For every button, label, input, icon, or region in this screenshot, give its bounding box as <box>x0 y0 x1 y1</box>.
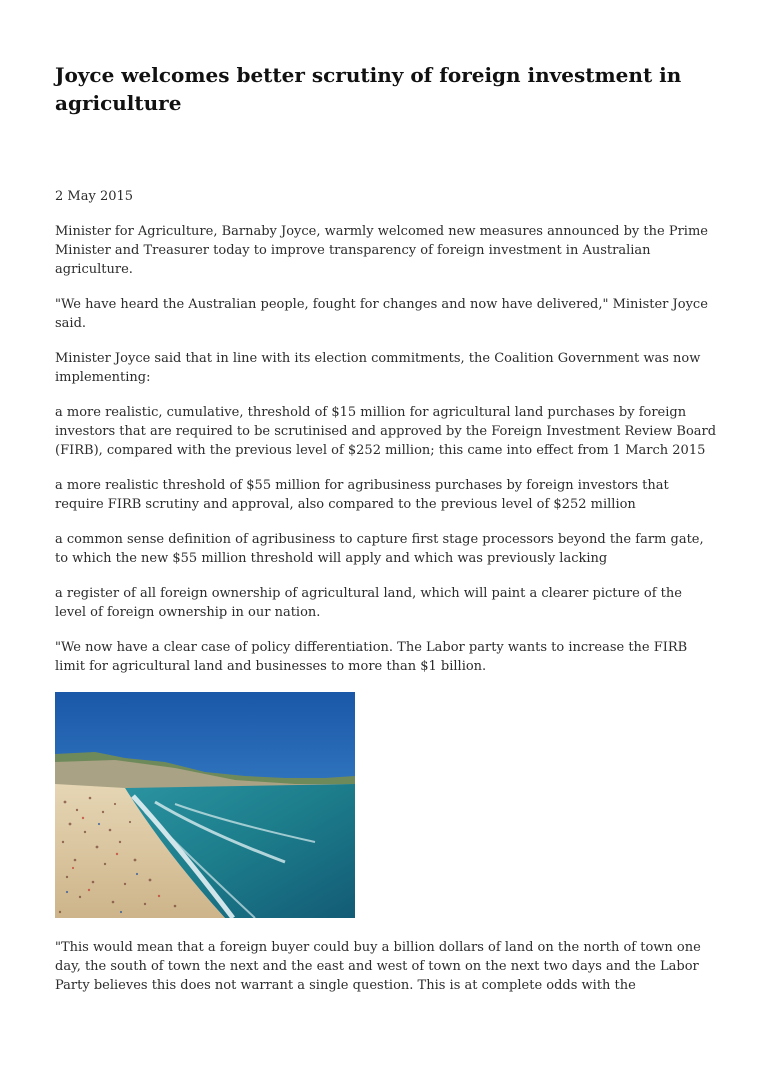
article-date: 2 May 2015 <box>55 189 134 204</box>
body-paragraph: a more realistic threshold of $55 million for agribusiness purchases by foreign investors that require FIRB scrutiny and approval, also compared to the previous level of $252 million <box>55 478 669 512</box>
body-paragraph: a more realistic, cumulative, threshold of $15 million for agricultural land purchases by foreign investors that are required to be scrutinised and approved by the Foreign Investment Review Board (FIRB), compared with the previous level of $252 million; this came into effect from 1 March 2015 <box>55 405 717 458</box>
body-paragraph: "We have heard the Australian people, fought for changes and now have delivered," Minister Joyce said. <box>55 297 708 331</box>
body-paragraph: Minister Joyce said that in line with its election commitments, the Coalition Government was now implementing: <box>55 351 701 385</box>
body-paragraph: "This would mean that a foreign buyer could buy a billion dollars of land on the north of town one day, the south of town the next and the east and west of town on the next two days and the Labor Party believes this does not warrant a single question. This is at complete odds with the <box>55 940 701 993</box>
body-paragraph: a register of all foreign ownership of agricultural land, which will paint a clearer picture of the level of foreign ownership in our nation. <box>55 586 682 620</box>
body-paragraph: a common sense definition of agribusiness to capture first stage processors beyond the farm gate, to which the new $55 million threshold will apply and which was previously lacking <box>55 532 704 566</box>
beach-photo <box>55 692 355 918</box>
body-paragraph: Minister for Agriculture, Barnaby Joyce, warmly welcomed new measures announced by the Prime Minister and Treasurer today to improve transparency of foreign investment in Australian agriculture. <box>55 224 708 277</box>
article-title: Joyce welcomes better scrutiny of foreign investment in agriculture <box>55 63 682 115</box>
article-body <box>55 187 717 1011</box>
body-paragraph: "We now have a clear case of policy differentiation. The Labor party wants to increase the FIRB limit for agricultural land and businesses to more than $1 billion. <box>55 640 688 674</box>
